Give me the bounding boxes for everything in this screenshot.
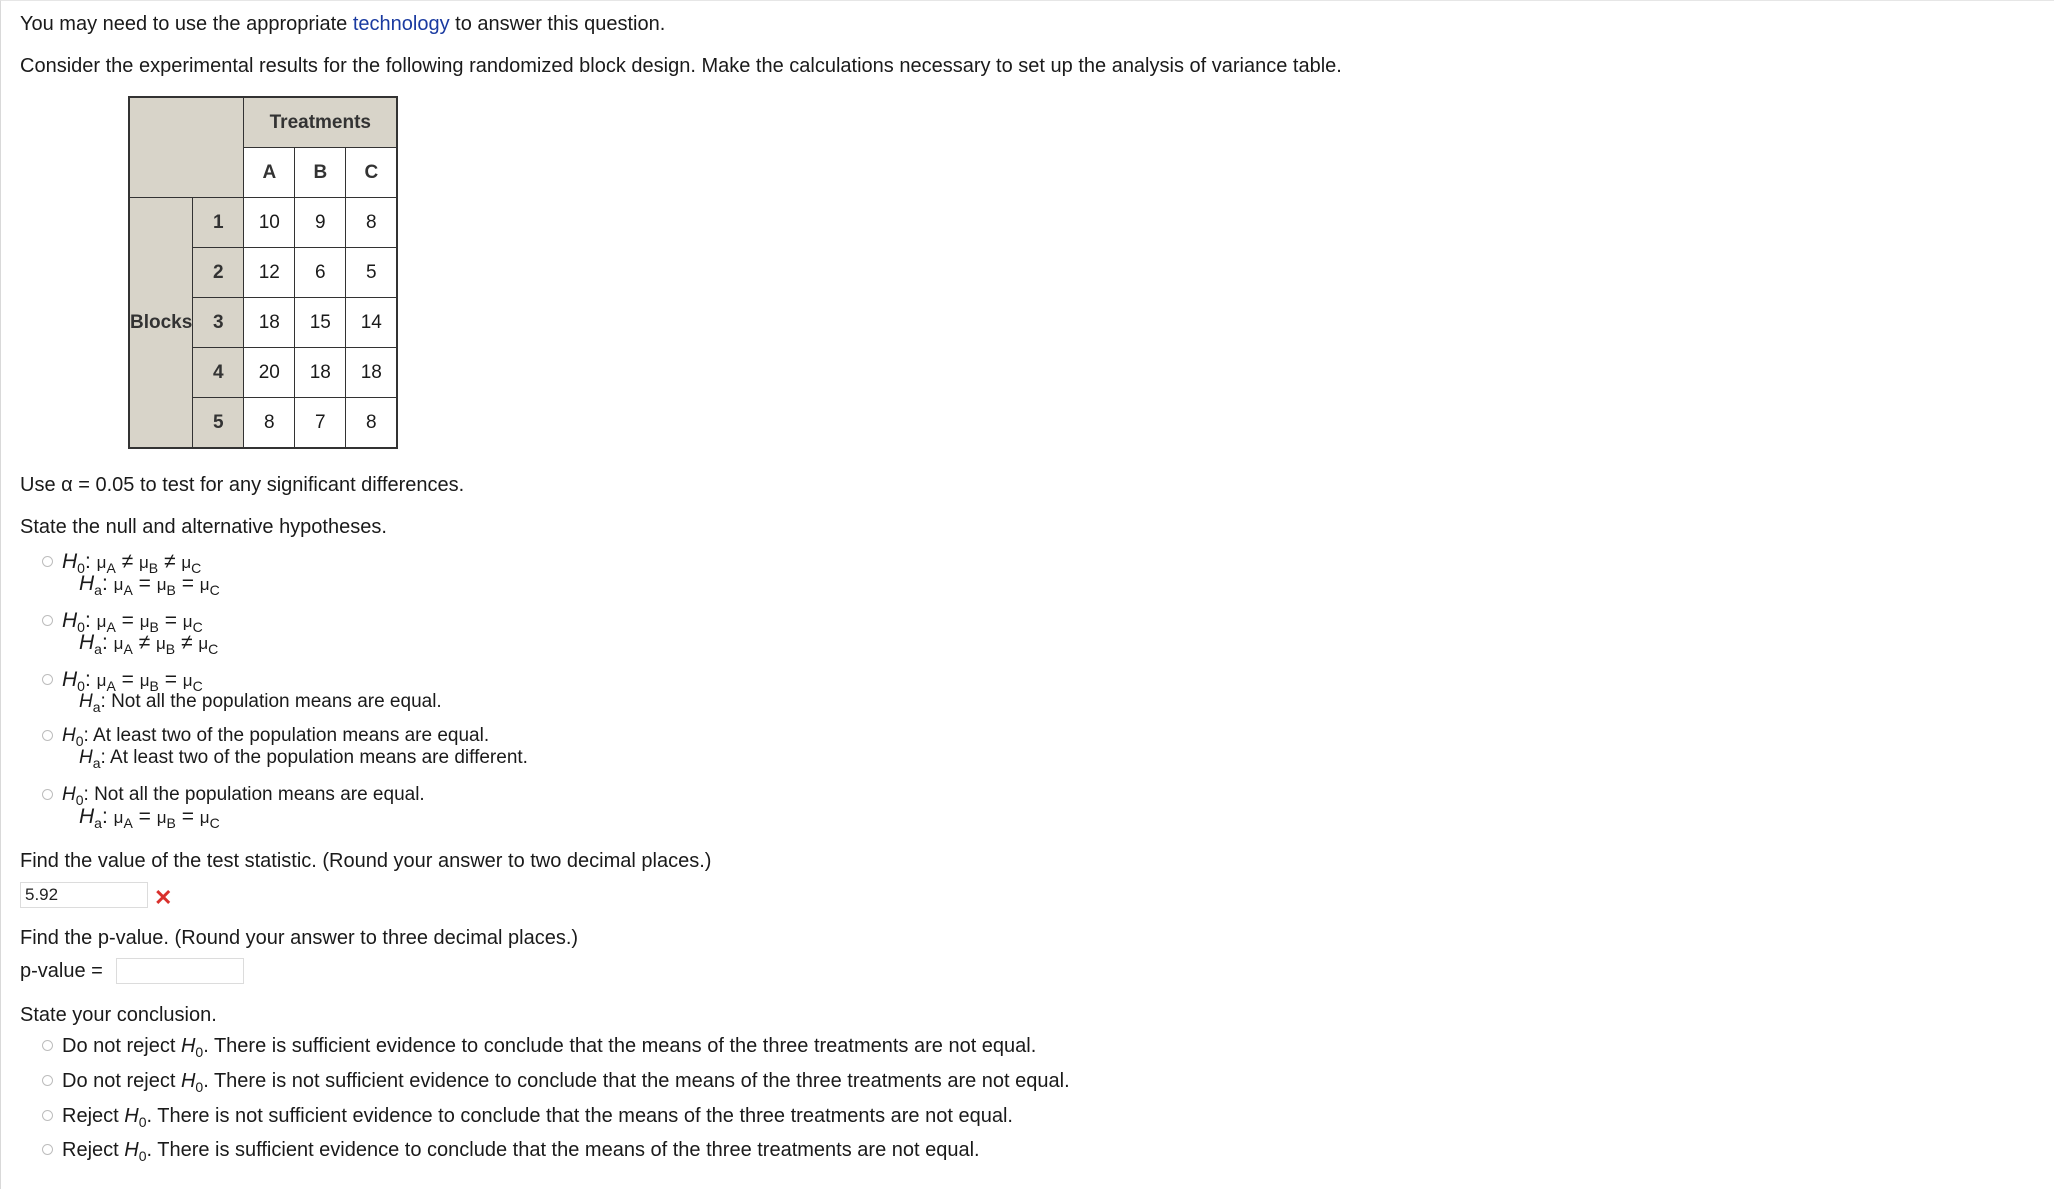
radio-button[interactable] [42, 674, 53, 685]
table-cell: 18 [346, 348, 398, 398]
alternative-hypothesis: $H_a$: $\mu_A = \mu_B = \mu_C$ [79, 805, 220, 831]
column-header-c: C [346, 148, 398, 198]
null-hypothesis: $H_0$: Not all the population means are equal. [62, 784, 425, 808]
table-cell: 10 [244, 198, 295, 248]
radio-button[interactable] [42, 1110, 53, 1121]
null-hypothesis: $H_0$: $\mu_A \ne \mu_B \ne \mu_C$ [62, 550, 202, 576]
incorrect-icon: ✕ [154, 885, 173, 910]
radio-button[interactable] [42, 556, 53, 567]
radio-button[interactable] [42, 1144, 53, 1155]
conclusion-text: Reject $H_0$. There is not sufficient evidence to conclude that the means of the three treatments are not equal. [62, 1105, 1013, 1130]
pvalue-label: p-value = [20, 960, 103, 982]
alternative-hypothesis: $H_a$: $\mu_A \ne \mu_B \ne \mu_C$ [79, 631, 219, 657]
null-hypothesis: $H_0$: $\mu_A = \mu_B = \mu_C$ [62, 668, 203, 694]
radio-button[interactable] [42, 615, 53, 626]
block-number: 5 [193, 398, 244, 449]
table-cell: 20 [244, 348, 295, 398]
conclusion-text: Do not reject $H_0$. There is not sufficient evidence to conclude that the means of the three treatments are not equal. [62, 1070, 1070, 1095]
table-cell: 5 [346, 248, 398, 298]
table-cell: 18 [295, 348, 346, 398]
block-number: 4 [193, 348, 244, 398]
table-cell: 6 [295, 248, 346, 298]
intro-suffix: to answer this question. [449, 13, 666, 35]
radio-button[interactable] [42, 789, 53, 800]
blocks-label: Blocks [129, 198, 193, 449]
technology-link[interactable]: technology [352, 13, 450, 35]
pvalue-input[interactable] [116, 958, 244, 984]
alternative-hypothesis: $H_a$: $\mu_A = \mu_B = \mu_C$ [79, 572, 220, 598]
table-cell: 7 [295, 398, 346, 449]
table-corner [129, 97, 244, 198]
conclusion-text: Reject $H_0$. There is sufficient evidence to conclude that the means of the three treatments are not equal. [62, 1139, 980, 1164]
test-stat-input[interactable] [20, 882, 148, 908]
radio-button[interactable] [42, 1040, 53, 1051]
pvalue-prompt: Find the p-value. (Round your answer to three decimal places.) [20, 927, 579, 949]
table-cell: 14 [346, 298, 398, 348]
treatments-header: Treatments [244, 97, 398, 148]
table-cell: 8 [244, 398, 295, 449]
alpha-text: Use α = 0.05 to test for any significant differences. [20, 474, 465, 496]
column-header-a: A [244, 148, 295, 198]
table-cell: 18 [244, 298, 295, 348]
null-hypothesis: $H_0$: $\mu_A = \mu_B = \mu_C$ [62, 609, 203, 635]
question-text: Consider the experimental results for the following randomized block design. Make the calculations necessary to set up the analysis of variance table. [20, 55, 1342, 77]
radio-button[interactable] [42, 730, 53, 741]
test-stat-prompt: Find the value of the test statistic. (Round your answer to two decimal places.) [20, 850, 712, 872]
table-cell: 12 [244, 248, 295, 298]
radio-button[interactable] [42, 1075, 53, 1086]
hypotheses-prompt: State the null and alternative hypotheses. [20, 516, 387, 538]
intro-line [20, 12, 665, 36]
table-cell: 8 [346, 198, 398, 248]
intro-prefix: You may need to use the appropriate [20, 13, 353, 35]
alternative-hypothesis: $H_a$: Not all the population means are equal. [79, 691, 442, 715]
column-header-b: B [295, 148, 346, 198]
data-table [128, 96, 398, 449]
conclusion-prompt: State your conclusion. [20, 1004, 217, 1026]
table-cell: 9 [295, 198, 346, 248]
block-number: 1 [193, 198, 244, 248]
alternative-hypothesis: $H_a$: At least two of the population means are different. [79, 747, 528, 771]
conclusion-text: Do not reject $H_0$. There is sufficient evidence to conclude that the means of the three treatments are not equal. [62, 1035, 1037, 1060]
block-number: 2 [193, 248, 244, 298]
table-cell: 8 [346, 398, 398, 449]
table-cell: 15 [295, 298, 346, 348]
block-number: 3 [193, 298, 244, 348]
null-hypothesis: $H_0$: At least two of the population means are equal. [62, 725, 490, 749]
